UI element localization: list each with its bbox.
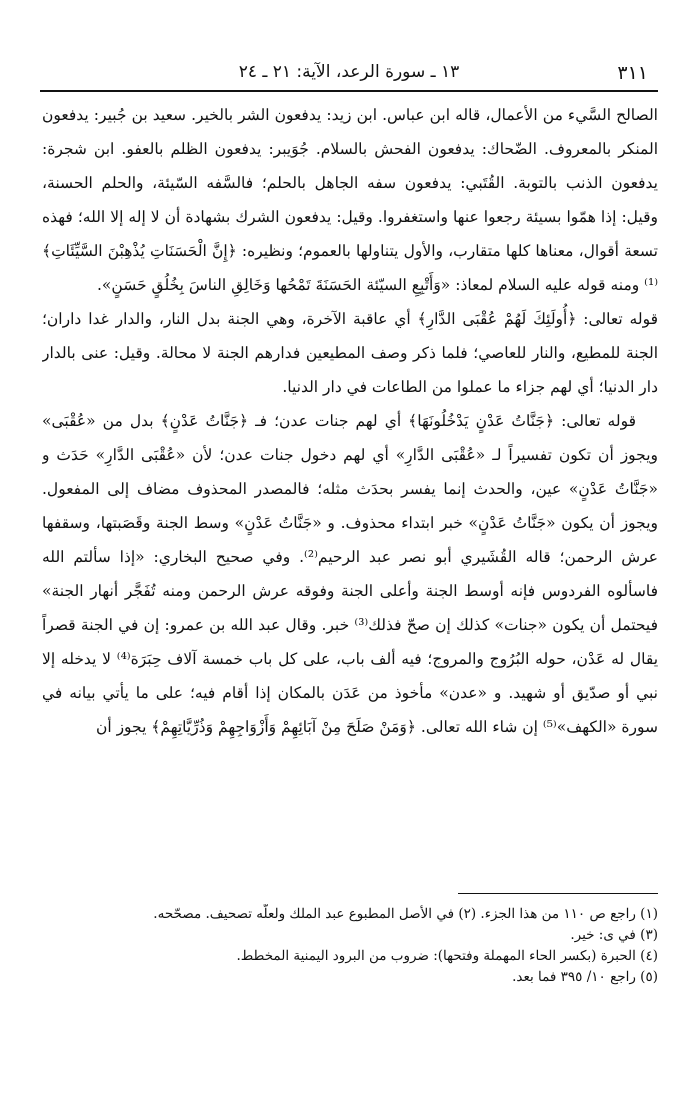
paragraph: الصالح السَّيء من الأعمال، قاله ابن عباس. ابن زيد: يدفعون الشر بالخير. سعيد بن جُبير: يدفعون المنكر بالمعروف. الضّحاك: يدفعون الفحش بالسلام. جُوَيبر: يدفعون الظلم بالعفو. ابن شجرة: يدفعون الذنب بالتوبة. القُتَبي: يدفعون سفه الجاهل بالحلم؛ فالسَّفه السّيئة، والحلم الحسنة، وقيل: إذا همّوا بسيئة رجعوا عنها واستغفروا. وقيل: يدفعون الشرك بشهادة أن لا إله إلا الله؛ فهذه تسعة أقوال، معناها كلها متقارب، والأول يتناولها بالعموم؛ ونظيره: ﴿إِنَّ الْحَسَنَاتِ يُذْهِبْنَ السَّيِّئَاتِ﴾⁽¹⁾ ومنه قوله عليه السلام لمعاذ: «وَأَتْبِعِ السيّئة الحَسَنَةَ تَمْحُها وَخَالِقِ الناسَ بِخُلُقٍ حَسَنٍ». [42, 106, 658, 294]
page-header [40, 58, 658, 90]
header-rule [40, 90, 658, 92]
page-number: ٣١١ [617, 62, 648, 84]
running-title: ١٣ ـ سورة الرعد، الآية: ٢١ ـ ٢٤ [238, 62, 460, 82]
footnote: (٣) في ى: خير. [570, 927, 658, 943]
main-text [42, 98, 658, 868]
footnote-rule [458, 893, 658, 894]
paragraph: قوله تعالى: ﴿جَنَّاتُ عَدْنٍ يَدْخُلُونَهَا﴾ أي لهم جنات عدن؛ فـ ﴿جَنَّاتُ عَدْنٍ﴾ بدل من «عُقْبَى» ويجوز أن تكون تفسيراً لـ «عُقْبَى الدَّارِ» أي لهم دخول جنات عدن؛ لأن «عُقْبَى الدَّارِ» حَدَث و «جَنَّاتُ عَدْنٍ» عين، والحدث إنما يفسر بحدَث مثله؛ فالمصدر المحذوف مضاف إلى المفعول. ويجوز أن يكون «جَنَّاتُ عَدْنٍ» خبر ابتداء محذوف. و «جَنَّاتُ عَدْنٍ» وسط الجنة وقَصَبتها، وسقفها عرش الرحمن؛ قاله القُشَيري أبو نصر عبد الرحيم⁽²⁾. وفي صحيح البخاري: «إذا سألتم الله فاسألوه الفردوس فإنه أوسط الجنة وأعلى الجنة وفوقه عرش الرحمن ومنه تُفَجَّر أنهار الجنة» فيحتمل أن يكون «جنات» كذلك إن صحّ فذلك⁽³⁾ خبر. وقال عبد الله بن عمرو: إن في الجنة قصراً يقال له عَدْن، حوله البُرُوج والمروج؛ فيه ألف باب، على كل باب خمسة آلاف حِبَرَة⁽⁴⁾ لا يدخله إلا نبي أو صدّيق أو شهيد. و «عدن» مأخوذ من عَدَن بالمكان إذا أقام فيه؛ على ما يأتي بيانه في سورة «الكهف»⁽⁵⁾ إن شاء الله تعالى. ﴿وَمَنْ صَلَحَ مِنْ آبَائِهِمْ وَأَزْوَاجِهِمْ وَذُرِّيَّاتِهِمْ﴾ يجوز أن [42, 412, 658, 736]
footnotes [42, 904, 658, 988]
footnote: (٤) الحبرة (بكسر الحاء المهملة وفتحها): ضروب من البرود اليمنية المخطط. [236, 948, 658, 964]
paragraph: قوله تعالى: ﴿أُولَئِكَ لَهُمْ عُقْبَى الدَّارِ﴾ أي عاقبة الآخرة، وهي الجنة بدل النار، والدار غدا داران؛ الجنة للمطيع، والنار للعاصي؛ فلما ذكر وصف المطيعين فدارهم الجنة لا محالة. وقيل: عنى بالدار دار الدنيا؛ أي لهم جزاء ما عملوا من الطاعات في دار الدنيا. [42, 310, 658, 396]
footnote: (١) راجع ص ١١٠ من هذا الجزء. (٢) في الأصل المطبوع عبد الملك ولعلّه تصحيف. مصحّحه. [153, 906, 658, 922]
footnote: (٥) راجع ١٠/ ٣٩٥ فما بعد. [512, 969, 658, 985]
